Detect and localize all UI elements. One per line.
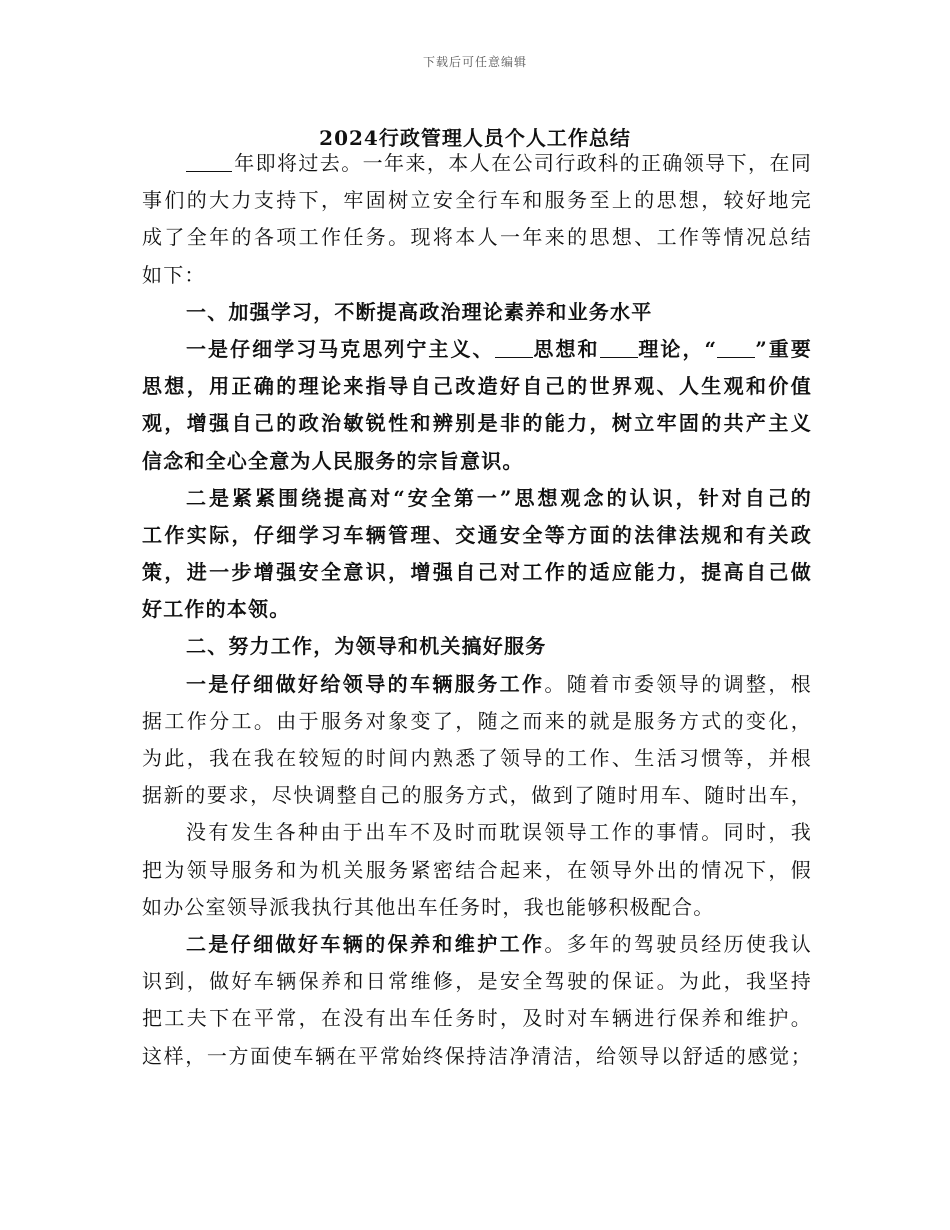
paragraph-intro (142, 145, 812, 294)
text-line: 把工夫下在平常，在没有出车任务时，及时对车辆进行保养和维护。 (142, 1006, 812, 1031)
text-line: 工作实际，仔细学习车辆管理、交通安全等方面的法律法规和有关政 (142, 522, 812, 547)
fill-in-blank (600, 337, 638, 358)
paragraph-study-theory (142, 331, 812, 480)
text-span-bold: 二是仔细做好车辆的保养和维护工作 (186, 931, 545, 956)
text-span-bold: 一是仔细做好给领导的车辆服务工作 (186, 671, 545, 696)
fill-in-blank (717, 337, 755, 358)
text-line: 没有发生各种由于出车不及时而耽误领导工作的事情。同时，我 (186, 820, 812, 845)
header-note: 下载后可任意编辑 (422, 55, 527, 69)
text-line (142, 926, 812, 963)
section-heading-1: 一、加强学习，不断提高政治理论素养和业务水平 (186, 299, 653, 324)
text-span: 年即将过去。一年来，本人在公司行政科的正确领导下，在同 (234, 151, 812, 175)
paragraph-maintenance (142, 926, 812, 1075)
text-span: 一是仔细学习马克思列宁主义、 (186, 336, 495, 361)
text-line: 策，进一步增强安全意识，增强自己对工作的适应能力，提高自己做 (142, 560, 812, 585)
text-line: 这样，一方面使车辆在平常始终保持洁净清洁，给领导以舒适的感觉； (142, 1043, 812, 1068)
text-line: 为此，我在我在较短的时间内熟悉了领导的工作、生活习惯等，并根 (142, 746, 812, 770)
text-span: 。随着市委领导的调整，根 (544, 671, 813, 696)
text-line: 据工作分工。由于服务对象变了，随之而来的就是服务方式的变化， (142, 708, 812, 733)
text-line: 观，增强自己的政治敏锐性和辨别是非的能力，树立牢固的共产主义 (142, 411, 812, 436)
paragraph-safety-first (142, 480, 812, 629)
text-line (142, 145, 812, 182)
text-span: 思想和 (532, 336, 600, 361)
text-line: 好工作的本领。 (142, 597, 291, 622)
text-line: 信念和全心全意为人民服务的宗旨意识。 (142, 448, 524, 473)
fill-in-blank (186, 151, 232, 172)
fill-in-blank (495, 337, 533, 358)
text-line: 如下： (142, 262, 206, 287)
text-span: ”重要 (755, 336, 812, 361)
text-line: 思想，用正确的理论来指导自己改造好自己的世界观、人生观和价值 (142, 374, 812, 399)
text-line: 识到，做好车辆保养和日常维修，是安全驾驶的保证。为此，我坚持 (142, 969, 812, 994)
paragraph-vehicle-service (142, 666, 812, 815)
text-line: 据新的要求，尽快调整自己的服务方式，做到了随时用车、随时出车， (142, 783, 812, 808)
text-line: 如办公室领导派我执行其他出车任务时，我也能够积极配合。 (142, 894, 715, 919)
document-title: 2024行政管理人员个人工作总结 (319, 126, 631, 150)
text-line: 把为领导服务和为机关服务紧密结合起来，在领导外出的情况下，假 (142, 857, 812, 882)
text-line: 成了全年的各项工作任务。现将本人一年来的思想、工作等情况总结 (142, 225, 812, 250)
text-span: 理论，“ (637, 336, 718, 361)
paragraph-no-delays (142, 814, 812, 926)
section-heading-2: 二、努力工作，为领导和机关搞好服务 (186, 634, 547, 659)
document-body (142, 145, 812, 1075)
text-line: 二是紧紧围绕提高对“安全第一”思想观念的认识，针对自己的 (186, 485, 812, 510)
text-line (142, 331, 812, 368)
text-line: 事们的大力支持下，牢固树立安全行车和服务至上的思想，较好地完 (142, 188, 812, 213)
text-line (142, 666, 812, 703)
text-span: 。多年的驾驶员经历使我认 (544, 931, 813, 956)
